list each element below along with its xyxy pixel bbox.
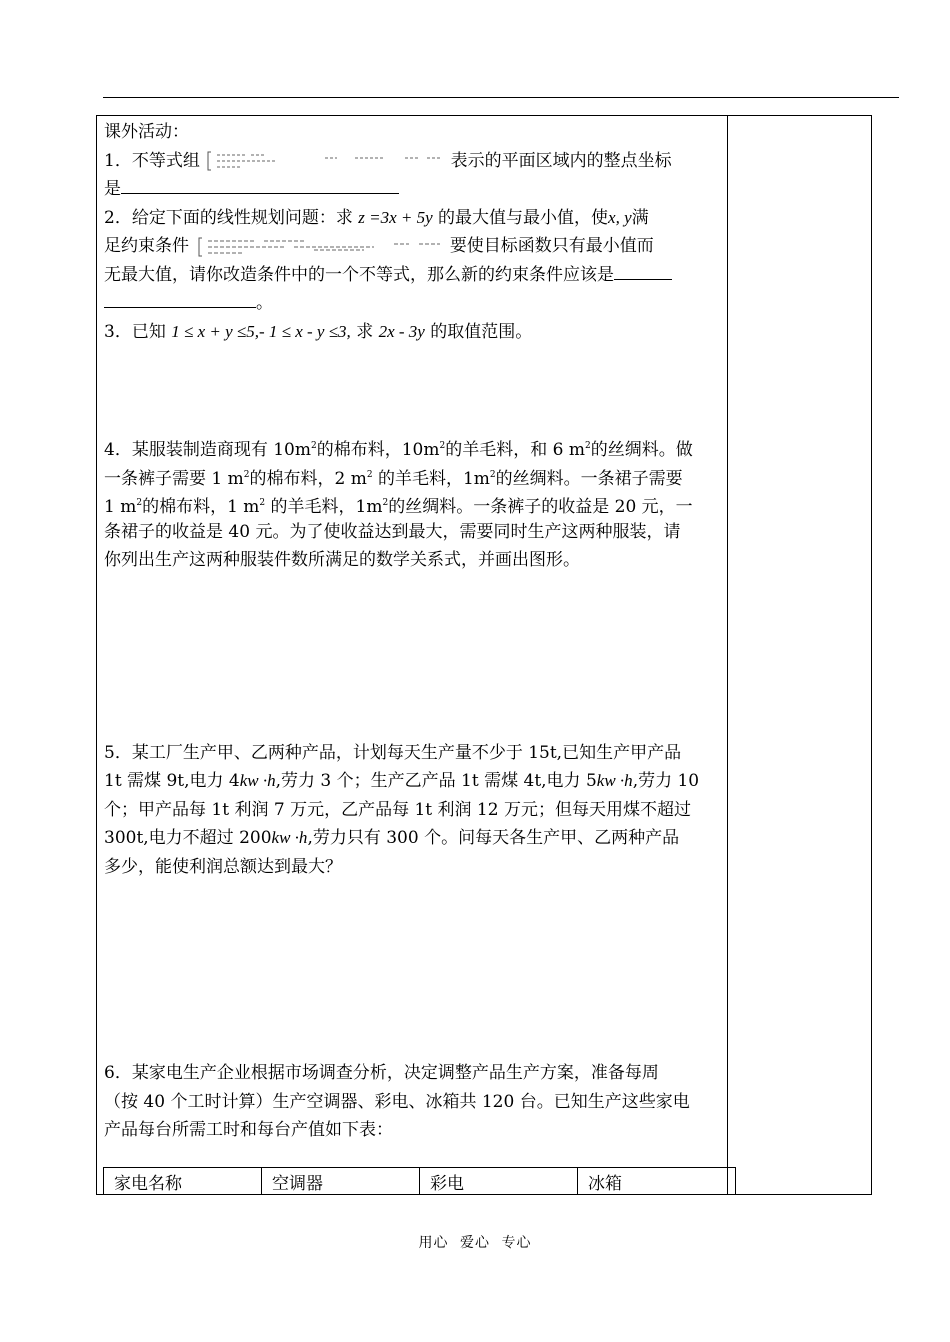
constraints-label: 足约束条件 (104, 236, 189, 256)
q4-text: 的丝绸料。一条裤子的收益是 20 元，一 (388, 497, 693, 517)
q4-text: 的丝绸料。做 (590, 440, 693, 460)
q5-text: ,劳力 10 (632, 771, 700, 791)
question-4-line-5: 你列出生产这两种服装件数所满足的数学关系式，并画出图形。 (104, 550, 580, 570)
superscript: 2 (243, 469, 250, 480)
superscript: 2 (310, 441, 317, 451)
q5-text: ,劳力只有 300 个。问每天各生产甲、乙两种产品 (307, 828, 680, 848)
superscript: 2 (366, 469, 373, 480)
question-2-line-1 (104, 204, 720, 233)
question-3-condition: 1 ≤ x + y ≤5,- 1 ≤ x - y ≤3, (171, 321, 351, 341)
q4-text: 的丝绸料。一条裙子需要 (495, 468, 683, 489)
superscript: 2 (489, 469, 496, 480)
question-6-line-2: （按 40 个工时计算）生产空调器、彩电、冰箱共 120 台。已知生产这些家电 (104, 1091, 690, 1112)
unit-kwh: kw ·h (596, 771, 633, 790)
question-2-answer-blank-b[interactable] (104, 289, 256, 308)
question-5-line-4 (104, 824, 720, 853)
q4-text: 的羊毛料，和 6 m (445, 440, 585, 460)
question-3-lead: 3．已知 (104, 321, 166, 342)
q4-text: 的羊毛料，1m (372, 468, 490, 489)
page-footer (0, 1232, 950, 1252)
question-2-prompt-cont: 的最大值与最小值，使 (438, 207, 609, 228)
footer-item: 爱心 (460, 1235, 490, 1251)
section-title: 课外活动： (104, 122, 189, 142)
table-header-cell: 冰箱 (578, 1168, 736, 1195)
q4-text: 一条裤子需要 1 m (104, 468, 244, 489)
question-1-line-2 (104, 175, 720, 204)
appliance-table (103, 1167, 736, 1195)
question-2-line-2 (104, 232, 720, 261)
question-5-line-5: 多少，能使利润总额达到最大？ (104, 856, 342, 877)
q4-text: 的羊毛料，1m (265, 497, 383, 517)
question-4-line-1 (104, 432, 720, 461)
question-2-instruction: 无最大值，请你改造条件中的一个不等式，那么新的约束条件应该是 (104, 264, 614, 285)
question-5-line-1: 5．某工厂生产甲、乙两种产品，计划每天生产量不少于 15t,已知生产甲产品 (104, 742, 682, 763)
answer-space-3 (104, 346, 720, 432)
question-3-expression: 2x - 3y (378, 321, 425, 341)
question-1-tail: 表示的平面区域内的整点坐标 (450, 150, 672, 171)
question-1-answer-label: 是 (104, 179, 121, 199)
question-2-answer-blank-a[interactable] (614, 261, 672, 280)
question-2-end: 。 (256, 293, 273, 313)
table-header-cell: 彩电 (420, 1168, 578, 1195)
answer-space-5 (104, 881, 720, 1059)
question-2-line-3 (104, 261, 720, 290)
table-header-row (104, 1168, 736, 1195)
q5-text: 1t 需煤 9t,电力 4 (104, 771, 240, 791)
question-5-line-2 (104, 767, 720, 796)
footer-item: 专心 (501, 1235, 532, 1251)
question-1-line-1 (104, 147, 720, 176)
constraints-image (194, 236, 444, 258)
question-2-prompt: 2．给定下面的线性规划问题：求 (104, 207, 353, 228)
variables: x, y (608, 207, 632, 227)
q4-text: 的棉布料，1 m (142, 497, 260, 517)
q5-text: 300t,电力不超过 200 (104, 828, 272, 848)
unit-kwh: kw ·h (239, 771, 276, 790)
q4-text: 4．某服装制造商现有 10m (104, 440, 311, 460)
question-2-prompt-end: 满 (631, 207, 649, 228)
table-header-cell: 家电名称 (104, 1168, 262, 1195)
unit-kwh: kw ·h (271, 828, 308, 847)
superscript: 2 (584, 441, 591, 451)
question-1-lead: 1．不等式组 (104, 150, 200, 171)
question-3 (104, 318, 720, 347)
answer-space-4 (104, 575, 720, 739)
footer-item: 用心 (418, 1235, 449, 1251)
inequality-system-image (205, 150, 445, 172)
question-4-line-4: 条裙子的收益是 40 元。为了使收益达到最大，需要同时生产这两种服装，请 (104, 521, 681, 542)
worksheet-content (104, 118, 720, 1145)
question-1-answer-blank[interactable] (121, 175, 399, 194)
question-3-mid: 求 (356, 321, 374, 342)
q4-text: 1 m (104, 497, 137, 517)
question-3-tail: 的取值范围。 (430, 321, 533, 342)
question-4-line-3 (104, 489, 720, 518)
superscript: 2 (136, 498, 143, 508)
superscript: 2 (439, 441, 446, 451)
q5-text: ,劳力 3 个；生产乙产品 1t 需煤 4t,电力 5 (275, 771, 597, 791)
question-4-line-2 (104, 461, 720, 490)
table-header-cell: 空调器 (262, 1168, 420, 1195)
superscript: 2 (259, 498, 266, 508)
question-6-line-1: 6．某家电生产企业根据市场调查分析，决定调整产品生产方案，准备每周 (104, 1063, 659, 1083)
objective-function: z =3x + 5y (358, 207, 433, 227)
question-2-requirement: 要使目标函数只有最小值而 (449, 236, 654, 256)
question-6-line-3: 产品每台所需工时和每台产值如下表： (104, 1120, 393, 1140)
question-2-line-4 (104, 289, 720, 318)
question-5-line-3: 个；甲产品每 1t 利润 7 万元，乙产品每 1t 利润 12 万元；但每天用煤不超过 (104, 799, 691, 820)
notes-column-divider (727, 115, 728, 1195)
header-rule (103, 97, 899, 98)
superscript: 2 (382, 498, 389, 508)
q4-text: 的棉布料，10m (316, 440, 440, 460)
q4-text: 的棉布料，2 m (249, 468, 367, 489)
